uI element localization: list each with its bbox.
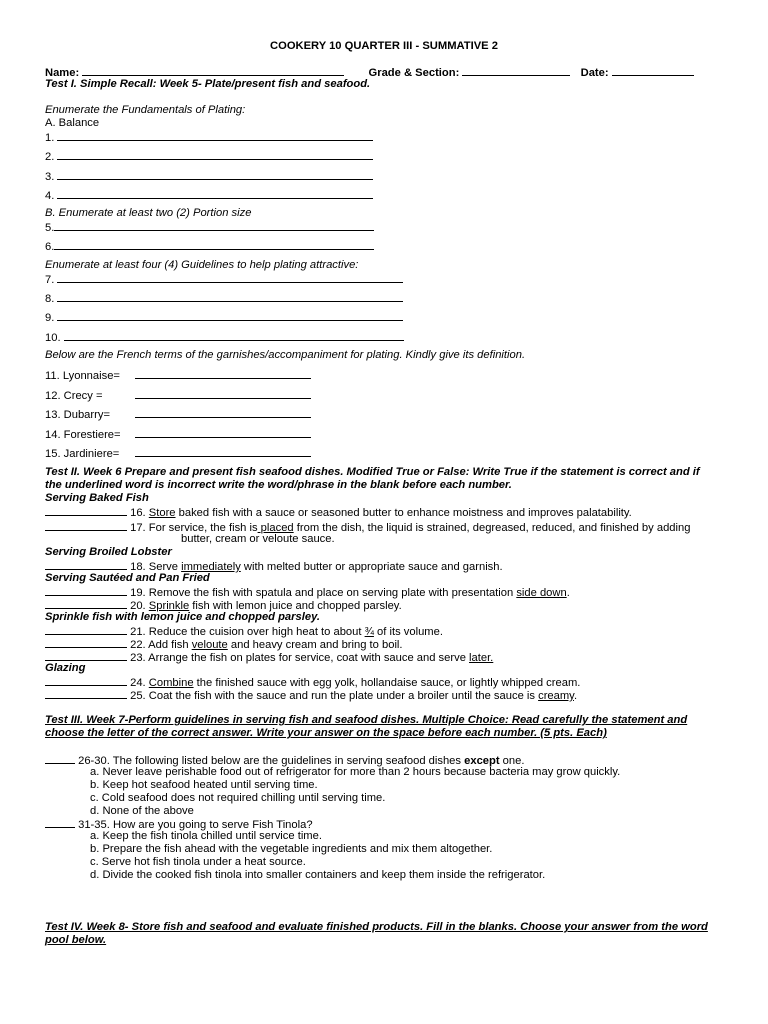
name-label: Name: (45, 67, 80, 79)
test1-heading: Test I. Simple Recall: Week 5- Plate/present fish and seafood. (45, 78, 371, 90)
choice-item: d. Divide the cooked fish tinola into smaller containers and keep them inside the refrigerator. (90, 869, 546, 881)
grade-label: Grade & Section: (368, 67, 460, 79)
choice-item: c. Cold seafood does not required chilling until serving time. (90, 792, 386, 804)
garnish-item: 14. Forestiere= (45, 427, 311, 442)
answer-line-8: 8. (45, 291, 403, 306)
choice-item: d. None of the above (90, 805, 194, 817)
section-sprinkle: Sprinkle fish with lemon juice and chopped parsley. (45, 611, 320, 623)
item-20: 20. Sprinkle fish with lemon juice and chopped parsley. (45, 598, 402, 613)
item-24: 24. Combine the finished sauce with egg yolk, hollandaise sauce, or lightly whipped cream. (45, 675, 580, 690)
item-18: 18. Serve immediately with melted butter or appropriate sauce and garnish. (45, 559, 503, 574)
answer-blank[interactable] (45, 637, 127, 648)
answer-line-5: 5. (45, 220, 374, 235)
answer-line-9: 9. (45, 310, 403, 325)
answer-blank[interactable] (57, 130, 373, 141)
section-baked-fish: Serving Baked Fish (45, 492, 149, 504)
answer-blank[interactable] (54, 220, 374, 231)
item-17: 17. For service, the fish is placed from the dish, the liquid is strained, degreased, reduced, and finished by adding (45, 520, 690, 535)
choice-item: a. Never leave perishable food out of refrigerator for more than 2 hours because bacteria may grow quickly. (90, 766, 621, 778)
test1-part-b: B. Enumerate at least two (2) Portion size (45, 207, 252, 219)
item-23: 23. Arrange the fish on plates for service, coat with sauce and serve later. (45, 650, 493, 665)
answer-blank[interactable] (57, 188, 373, 199)
answer-blank[interactable] (45, 753, 75, 764)
grade-blank[interactable] (462, 65, 570, 76)
item-22: 22. Add fish veloute and heavy cream and bring to boil. (45, 637, 403, 652)
item-16: 16. Store baked fish with a sauce or seasoned butter to enhance moistness and improves palatability. (45, 505, 632, 520)
answer-blank[interactable] (45, 675, 127, 686)
test1-part-a-sub: A. Balance (45, 117, 100, 129)
garnish-item: 15. Jardiniere= (45, 446, 311, 461)
answer-line-2: 2. (45, 149, 373, 164)
answer-blank[interactable] (57, 291, 403, 302)
section-sauteed: Serving Sautéed and Pan Fried (45, 572, 210, 584)
answer-blank[interactable] (57, 149, 373, 160)
answer-blank[interactable] (45, 505, 127, 516)
choice-item: b. Keep hot seafood heated until serving time. (90, 779, 318, 791)
answer-line-10: 10. (45, 330, 404, 345)
answer-blank[interactable] (135, 407, 311, 418)
test2-heading: Test II. Week 6 Prepare and present fish seafood dishes. Modified True or False: Write True if the statement is correct and if (45, 466, 700, 478)
answer-blank[interactable] (135, 446, 311, 457)
answer-blank[interactable] (45, 624, 127, 635)
garnish-item: 13. Dubarry= (45, 407, 311, 422)
test1-part-a-intro: Enumerate the Fundamentals of Plating: (45, 104, 246, 116)
item-21: 21. Reduce the cuision over high heat to about ¾ of its volume. (45, 624, 443, 639)
question-26-30: 26-30. The following listed below are the guidelines in serving seafood dishes except one. (45, 753, 524, 768)
answer-blank[interactable] (135, 427, 311, 438)
item-19: 19. Remove the fish with spatula and place on serving plate with presentation side down. (45, 585, 570, 600)
section-glazing: Glazing (45, 662, 86, 674)
answer-blank[interactable] (45, 559, 127, 570)
test2-heading-line2: the underlined word is incorrect write the word/phrase in the blank before each number. (45, 479, 512, 491)
answer-blank[interactable] (45, 598, 127, 609)
answer-line-3: 3. (45, 169, 373, 184)
answer-blank[interactable] (45, 650, 127, 661)
test1-part-c: Enumerate at least four (4) Guidelines to help plating attractive: (45, 259, 359, 271)
answer-blank[interactable] (135, 368, 311, 379)
item-25: 25. Coat the fish with the sauce and run the plate under a broiler until the sauce is creamy. (45, 688, 577, 703)
answer-line-6: 6. (45, 239, 374, 254)
name-blank[interactable] (82, 65, 344, 76)
answer-blank[interactable] (135, 388, 311, 399)
answer-line-7: 7. (45, 272, 403, 287)
answer-blank[interactable] (57, 272, 403, 283)
answer-blank[interactable] (45, 817, 75, 828)
question-31-35: 31-35. How are you going to serve Fish Tinola? (45, 817, 313, 832)
test1-part-d: Below are the French terms of the garnishes/accompaniment for plating. Kindly give its definition. (45, 349, 526, 361)
choice-item: b. Prepare the fish ahead with the vegetable ingredients and mix them altogether. (90, 843, 493, 855)
choice-item: a. Keep the fish tinola chilled until service time. (90, 830, 322, 842)
answer-blank[interactable] (64, 330, 404, 341)
choice-item: c. Serve hot fish tinola under a heat source. (90, 856, 306, 868)
test3-heading-line2: choose the letter of the correct answer. Write your answer on the space before each number. (5 pts. Each) (45, 727, 607, 739)
page-title: COOKERY 10 QUARTER III - SUMMATIVE 2 (270, 40, 498, 52)
garnish-item: 11. Lyonnaise= (45, 368, 311, 383)
item-17-continued: butter, cream or veloute sauce. (181, 533, 335, 545)
section-broiled-lobster: Serving Broiled Lobster (45, 546, 172, 558)
date-label: Date: (580, 67, 609, 79)
date-blank[interactable] (612, 65, 694, 76)
test4-heading: Test IV. Week 8- Store fish and seafood and evaluate finished products. Fill in the blanks. Choose your answer from the word (45, 921, 708, 933)
answer-blank[interactable] (57, 310, 403, 321)
test4-heading-line2: pool below. (45, 934, 107, 946)
garnish-item: 12. Crecy = (45, 388, 311, 403)
answer-blank[interactable] (45, 585, 127, 596)
test3-heading: Test III. Week 7-Perform guidelines in serving fish and seafood dishes. Multiple Choice: Read carefully the statement and (45, 714, 688, 726)
answer-line-1: 1. (45, 130, 373, 145)
answer-line-4: 4. (45, 188, 373, 203)
answer-blank[interactable] (54, 239, 374, 250)
answer-blank[interactable] (57, 169, 373, 180)
answer-blank[interactable] (45, 688, 127, 699)
answer-blank[interactable] (45, 520, 127, 531)
